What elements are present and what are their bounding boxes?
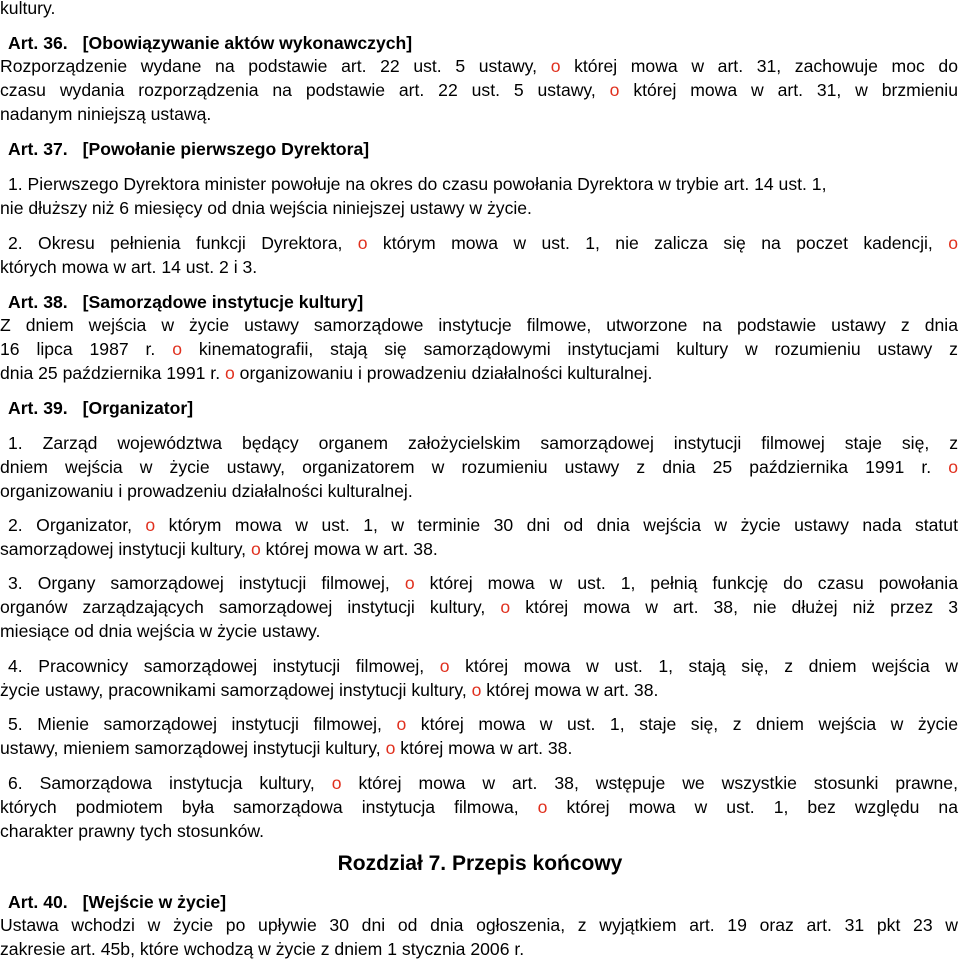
link-o[interactable]: o: [145, 515, 156, 535]
link-o[interactable]: o: [224, 363, 235, 383]
link-o[interactable]: o: [609, 80, 620, 100]
link-o[interactable]: o: [550, 56, 561, 76]
link-o[interactable]: o: [471, 680, 482, 700]
link-o[interactable]: o: [172, 339, 182, 359]
article-title: [Samorządowe instytucje kultury]: [82, 292, 364, 312]
link-o[interactable]: o: [331, 773, 342, 793]
link-o[interactable]: o: [396, 714, 407, 734]
article-heading: [8, 398, 193, 419]
article-title: [Wejście w życie]: [82, 892, 227, 912]
paragraph-line: Rozporządzenie wydane na podstawie art. 22 ust. 5 ustawy, o której mowa w art. 31, zachowuje moc do: [0, 56, 958, 76]
article-title: [Powołanie pierwszego Dyrektora]: [82, 139, 370, 159]
link-o[interactable]: o: [537, 797, 548, 817]
article-number: Art. 38.: [8, 292, 68, 312]
article-heading: [8, 892, 226, 913]
paragraph-line: 6. Samorządowa instytucja kultury, o której mowa w art. 38, wstępuje we wszystkie stosunki prawne,: [8, 773, 958, 793]
paragraph-line: 4. Pracownicy samorządowej instytucji filmowej, o której mowa w ust. 1, stają się, z dniem wejścia w: [8, 656, 958, 676]
paragraph-line: dniem wejścia w życie ustawy, organizatorem w rozumieniu ustawy z dnia 25 października 1991 r. o: [0, 457, 958, 477]
paragraph-line: nadanym niniejszą ustawą.: [0, 104, 212, 124]
paragraph-line: nie dłuższy niż 6 miesięcy od dnia wejścia niniejszej ustawy w życie.: [0, 198, 532, 218]
link-o[interactable]: o: [948, 457, 958, 477]
paragraph-line: samorządowej instytucji kultury, o której mowa w art. 38.: [0, 539, 438, 559]
paragraph-line: miesiące od dnia wejścia w życie ustawy.: [0, 621, 321, 641]
link-o[interactable]: o: [357, 233, 368, 253]
link-o[interactable]: o: [500, 597, 511, 617]
paragraph-line: ustawy, mieniem samorządowej instytucji kultury, o której mowa w art. 38.: [0, 738, 573, 758]
article-heading: [8, 292, 363, 313]
paragraph-line: których mowa w art. 14 ust. 2 i 3.: [0, 257, 258, 277]
paragraph-line: 16 lipca 1987 r. o kinematografii, stają się samorządowymi instytucjami kultury w rozumieniu ustawy z: [0, 339, 958, 359]
link-o[interactable]: o: [250, 539, 261, 559]
article-number: Art. 40.: [8, 892, 68, 912]
link-o[interactable]: o: [439, 656, 450, 676]
article-title: [Obowiązywanie aktów wykonawczych]: [82, 33, 413, 53]
paragraph-line: organizowaniu i prowadzeniu działalności kulturalnej.: [0, 481, 413, 501]
fragment-text: kultury.: [0, 0, 56, 18]
paragraph-line: których podmiotem była samorządowa instytucja filmowa, o której mowa w ust. 1, bez względu na: [0, 797, 958, 817]
paragraph-line: 1. Pierwszego Dyrektora minister powołuje na okres do czasu powołania Dyrektora w trybie art. 14 ust. 1,: [8, 174, 827, 194]
paragraph-line: życie ustawy, pracownikami samorządowej instytucji kultury, o której mowa w art. 38.: [0, 680, 659, 700]
paragraph-line: 2. Okresu pełnienia funkcji Dyrektora, o którym mowa w ust. 1, nie zalicza się na poczet kadencji, o: [8, 233, 958, 253]
paragraph-line: Z dniem wejścia w życie ustawy samorządowe instytucje filmowe, utworzone na podstawie ustawy z dnia: [0, 315, 958, 335]
paragraph-line: charakter prawny tych stosunków.: [0, 821, 265, 841]
paragraph-line: dnia 25 października 1991 r. o organizowaniu i prowadzeniu działalności kulturalnej.: [0, 363, 653, 383]
paragraph-line: Ustawa wchodzi w życie po upływie 30 dni od dnia ogłoszenia, z wyjątkiem art. 19 oraz art. 31 pkt 23 w: [0, 915, 958, 935]
article-heading: [8, 33, 412, 54]
article-number: Art. 37.: [8, 139, 68, 159]
article-number: Art. 36.: [8, 33, 68, 53]
paragraph-line: 5. Mienie samorządowej instytucji filmowej, o której mowa w ust. 1, staje się, z dniem wejścia w życie: [8, 714, 958, 734]
paragraph-line: 1. Zarząd województwa będący organem założycielskim samorządowej instytucji filmowej staje się, z: [8, 433, 958, 453]
chapter-heading: Rozdział 7. Przepis końcowy: [337, 852, 623, 875]
paragraph-line: 3. Organy samorządowej instytucji filmowej, o której mowa w ust. 1, pełnią funkcję do czasu powołania: [8, 573, 958, 593]
article-heading: [8, 139, 369, 160]
article-title: [Organizator]: [82, 398, 194, 418]
paragraph-line: zakresie art. 45b, które wchodzą w życie z dniem 1 stycznia 2006 r.: [0, 939, 525, 959]
link-o[interactable]: o: [404, 573, 415, 593]
link-o[interactable]: o: [385, 738, 396, 758]
article-number: Art. 39.: [8, 398, 68, 418]
paragraph-line: czasu wydania rozporządzenia na podstawie art. 22 ust. 5 ustawy, o której mowa w art. 31, w brzmieniu: [0, 80, 958, 100]
link-o[interactable]: o: [948, 233, 958, 253]
paragraph-line: organów zarządzających samorządowej instytucji kultury, o której mowa w art. 38, nie dłużej niż przez 3: [0, 597, 959, 617]
paragraph-line: 2. Organizator, o którym mowa w ust. 1, w terminie 30 dni od dnia wejścia w życie ustawy nada statut: [8, 515, 958, 535]
